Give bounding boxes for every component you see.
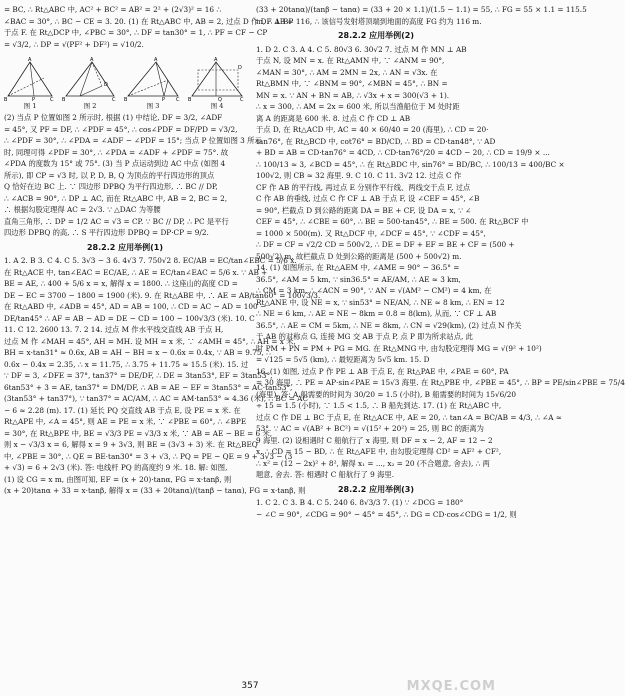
- text-line: MN = x. ∵ AN + BN = AB, ∴ √3x + x = 300(√3 + 1).: [256, 90, 450, 100]
- text-line: 53°. ∵ AC = √(AB² + BC²) = √(15² + 20²) = 25, 则 BC 的距离为: [256, 424, 484, 433]
- svg-text:B: B: [188, 97, 192, 103]
- text-line: (2) 当点 P 位置如图 2 所示时, 根据 (1) 中结论, DF = 3/2, ∠ADF: [4, 113, 223, 122]
- text-line: Rt△APE 中, ∠A = 45°, 则 AE = PE = x 米, ∵ ∠PBE = 60°, ∴ ∠BPE: [4, 417, 247, 426]
- text-line: ∴ ∠PDF = 30°, ∴ ∠PDA = ∠ADF − ∠PDF = 15°; 当点 P 位置如图 3 所示: [4, 136, 262, 145]
- text-line: 过点 C 作 DE ⊥ BC 于点 E, 在 Rt△ACE 中, AE = 20, ∴ tan∠A = BC/AB = 4/3, ∴ ∠A ≈: [256, 412, 562, 422]
- right-body: [256, 44, 625, 481]
- text-line: 四边形 DPBQ 的高, ∴ S 平行四边形 DPBQ = DP·CP = 9/2.: [4, 228, 209, 237]
- text-line: ∴ DF = CF = √2/2 CD = 500√2, ∴ DE = DF + EF = BE + CF = (500 +: [256, 240, 515, 249]
- text-line: (x + 20)tanα + 33 = x·tanβ, 解得 x = (33 + 20tanα)/(tanβ − tanα), FG = x·tanβ, 则: [4, 486, 306, 495]
- svg-text:C: C: [50, 97, 54, 103]
- text-line: CF 作 AB 的平行线, 再过点 E 分别作平行线、两线交于点 F, 过点: [256, 182, 471, 192]
- text-line: 11. C 12. 2600 13. 7. 2 14. 过点 M 作水平线交直线 AB 于点 H,: [4, 325, 224, 334]
- svg-text:B: B: [4, 97, 8, 103]
- text-line: CEF = 45°, ∴ ∠CBE = 60°, ∴ BE = 500·tan45°, ∴ BE = 500. 在 Rt△BCF 中: [256, 217, 529, 226]
- figure-row: [4, 52, 246, 110]
- text-line: ÷ 15 = 1.5 (小时), ∵ 1.5 < 1.5, ∴ B 船先到达. 17. (1) 在 Rt△ABC 中,: [256, 401, 502, 410]
- text-line: ∠BAC = 30°, ∴ BC − CE = 3. 20. (1) 在 Rt△ABC 中, AB = 2, 过点 D 作 DF ⊥ BP: [4, 16, 294, 26]
- text-line: ∴ CM = 3 km, ∴ ∠ACN = 90°, ∵ AN = √(AM² − CM²) = 4 km, 在: [256, 286, 492, 295]
- svg-text:Q: Q: [218, 97, 222, 103]
- svg-text:A: A: [90, 57, 94, 63]
- figure-3: [124, 56, 182, 110]
- figure-4-drawing: [188, 56, 246, 102]
- figure-caption: 图 1: [23, 102, 37, 110]
- text-line: 过点 M 作 ∠MAH = 45°, AH = MH. 设 MH = x 米, ∵ ∠AMH = 45°, ∴ AH = x 米,: [4, 336, 296, 346]
- svg-text:A: A: [214, 57, 218, 63]
- left-pre: [4, 4, 294, 50]
- text-line: x, ∴ CD = 15 − BD, ∴ 在 Rt△AFE 中, 由勾股定理得 CD² = AF² + CF²,: [256, 447, 502, 456]
- svg-text:C: C: [112, 97, 116, 103]
- section-heading: 28.2.2 应用举例(1): [86, 242, 163, 252]
- figure-2: [62, 56, 118, 110]
- svg-text:C: C: [176, 97, 180, 103]
- text-line: 6tan53° + 3 = AE, tan37° = DM/DF, ∴ AB = AE − EF = 3tan53° = AC·tan53°,: [4, 382, 293, 392]
- text-line: 则 x − √3/3 x = 6, 解得 x = 9 + 3√3, 则 BE = (3√3 + 3) 米. 在 Rt△BEQ: [4, 440, 258, 449]
- left-mid: [4, 112, 262, 239]
- text-line: 36.5°, ∴ AE = CM = 5km, ∴ NE = 8km, ∴ CN = √29(km), (2) 过点 N 作关: [256, 320, 522, 330]
- text-line: 16. (1) 如图, 过点 P 作 PE ⊥ AB 于点 E, 在 Rt△PAE 中, ∠PAE = 60°, PA: [256, 366, 509, 376]
- text-line: Rt△BMN 中, ∵ ∠BNM = 90°, ∠MBN = 45°, ∴ BN =: [256, 79, 448, 88]
- figure-1: [4, 56, 56, 110]
- text-line: 时, 同理可得 ∠PDF = 30°, ∴ ∠PDA = ∠ADF + ∠PDF = 75°. 故: [4, 147, 229, 157]
- text-line: = 45°, 又 PF = DF, ∴ ∠PDF = 45°, ∴ cos∠PDF = DF/PD = √3/2,: [4, 124, 238, 134]
- text-line: 14. (1) 如图所示, 在 Rt△AEM 中, ∠AME = 90° − 36.5° =: [256, 263, 460, 272]
- text-line: (3tan53° + tan37°), ∵ tan37° = AC/AM, ∴ AC = AM·tan53° ≈ 4.36 (米), ∴ BC = AC: [4, 394, 309, 403]
- left-rest: [4, 255, 321, 497]
- text-line: = 30 海里, ∴ PE = AP·sin∠PAE = 15√3 海里. 在 Rt△PBE 中, ∠PBE = 45°, ∴ BP = PE/sin∠PBE = 75/4: [256, 378, 625, 387]
- text-line: 于点 N, 设 MN = x. 在 Rt△AMN 中, ∵ ∠ANM = 90°,: [256, 56, 445, 65]
- figure-2-drawing: [62, 56, 118, 102]
- text-line: 1. C 2. C 3. B 4. C 5. 240 6. 8√3/3 7. (1) ∵ ∠DCG = 180°: [256, 498, 464, 507]
- text-line: 1. A 2. B 3. C 4. C 5. 3√3 − 3 6. 4√3 7. 750√2 8. EC/AB = EC/tan∠EBC = 5/6 x.: [4, 256, 297, 265]
- right-column: [256, 4, 625, 520]
- text-line: DE/tan45° ∴ AF = AB − AD = DE − CD = 100 − 100√3/3 (米). 10. C: [4, 313, 255, 323]
- text-line: (1) 设 CG = x m, 由图可知, EF = (x + 20)·tanα, FG = x·tanβ, 则: [4, 474, 232, 484]
- text-line: ∴ x² = (12 − 2x)² + 8², 解得 x₁ = ..., x₂ = 20 (不合题意, 舍去), ∴ 两: [256, 458, 490, 468]
- text-line: 时 PM + PN = PM + PG = MG. 在 Rt△MNG 中, 由勾股定理得 MG = √(9² + 10²): [256, 343, 542, 353]
- text-line: 9 海里. (2) 设相遇时 C 船航行了 x 海里, 则 DF = x − 2, AF = 12 − 2: [256, 435, 493, 445]
- svg-text:D: D: [104, 82, 108, 88]
- figure-1-drawing: [4, 56, 56, 102]
- text-line: 中, ∠PBE = 30°, ∴ QE = BE·tan30° = 3 + √3, ∴ PQ = PE − QE = 9 + 3√3 − (3: [4, 451, 293, 461]
- text-line: C 作 AB 的垂线, 过点 C 作 CF ⊥ AB 于点 F, 设 ∠CEF = 45°, ∠B: [256, 194, 480, 203]
- text-line: ∴ x = 300, ∴ AM = 2x = 600 米, 所以当渔船位于 M 处时距: [256, 102, 460, 111]
- section-heading: 28.2.2 应用举例(2): [337, 31, 414, 40]
- text-line: ∵ DF = 3, ∠DFE = 37°, tan37° = DE/DF, ∴ DE = 3tan53°, EF = 3tan53°,: [4, 371, 273, 380]
- figure-caption: 图 2: [83, 102, 97, 110]
- watermark: MXQE.COM: [406, 679, 496, 694]
- page-number: 357: [241, 681, 259, 691]
- text-line: 于 AB 的对称点 G, 连接 MG 交 AB 于点 P, 点 P 即为所求站点, 此: [256, 332, 473, 341]
- text-line: 题意, 舍去. 答: 相遇时 C 船航行了 9 海里.: [256, 470, 395, 479]
- figure-4: [188, 56, 246, 110]
- section-heading: 28.2.2 应用举例(3): [337, 484, 414, 494]
- svg-text:D: D: [238, 65, 242, 71]
- text-line: ∴ ∠ACB = 90°, ∴ DP ⊥ AC, 而在 Rt△ABC 中, AB = 2, BC = 2,: [4, 193, 228, 203]
- text-line: DE − EC = 3700 − 1800 = 1900 (米). 9. 在 Rt△ABE 中, ∴ AE = AB/tan60° = 100√3/3.: [4, 290, 321, 300]
- text-line: Q 恰好在边 BC 上. ∵ 四边形 DPBQ 为平行四边形, ∴ BC // DP,: [4, 182, 218, 191]
- text-line: 36.5°, ∠AM = 5 km, ∵ sin36.5° = AE/AM, ∴ AE ≈ 3 km,: [256, 274, 461, 284]
- text-line: 500√2) m. 故栏截点 D 处到公路的距离是 (500 + 500√2) m.: [256, 251, 462, 261]
- text-line: = √125 = 5√5 (km), ∴ 最短距离为 5√5 km. 15. D: [256, 355, 430, 364]
- text-line: = √3/2, ∴ DP = √(PF² + DF²) = √10/2.: [4, 39, 144, 49]
- svg-text:P: P: [162, 97, 166, 103]
- text-line: (海里). 答: A 船需要的时间为 30/20 = 1.5 (小时), B 船需要的时间为 15√6/20: [256, 389, 517, 399]
- text-line: ∴ 100/13 ≈ 3, ∠BCD = 45°, ∴ 在 Rt△BDC 中, sin76° = BD/BC, ∴ 100/13 = 400/BC ×: [256, 159, 565, 169]
- text-line: 所示), 即 CP = √3 时, 以 P, D, B, Q 为顶点的平行四边形的顶点: [4, 170, 215, 180]
- text-line: = 90°, 栏截点 D 到公路的距离 DA = BE + CF, 设 DA = x, ∵ ∠: [256, 205, 472, 215]
- text-line: 100√2, 则 CB ≈ 32 海里. 9. C 10. C 11. 3√2 12. 过点 C 作: [256, 171, 462, 180]
- text-line: = 1000 × 500(m). 又 Rt△DCF 中, ∠DCF = 45°, ∵ ∠CDF = 45°,: [256, 228, 486, 238]
- figure-3-drawing: [124, 56, 182, 102]
- text-line: ∠PDA 的度数为 15° 或 75°. (3) 当 P 点运动到边 AC 中点 (如图 4: [4, 159, 226, 168]
- text-line: 0.6x − 0.4x = 2.35, ∴ x = 11.75, ∴ 3.75 + 11.75 ≈ 15.5 (米). 15. 过: [4, 359, 249, 369]
- text-line: 直角三角形, ∴ DP = 1/2 AC = √3 = CP. ∵ BC // DP, ∴ PC 是平行: [4, 216, 229, 226]
- svg-text:B: B: [62, 97, 66, 103]
- figure-caption: 图 3: [146, 102, 160, 110]
- text-line: 在 Rt△ACE 中, tan∠EAC = EC/AE, ∴ AE = EC/tan∠EAC = 5/6 x. ∵ AB +: [4, 267, 268, 277]
- text-line: 离 A 的距离是 600 米. 8. 过点 C 作 CD ⊥ AB: [256, 113, 411, 123]
- svg-text:B: B: [124, 97, 128, 103]
- text-line: 1. D 2. C 3. A 4. C 5. 80√3 6. 30√2 7. 过点 M 作 MN ⊥ AB: [256, 44, 467, 54]
- text-line: Rt△ANE 中, 设 NE = x, ∵ sin53° = NE/AN, ∴ NE ≈ 8 km, ∴ EN = 12: [256, 297, 505, 307]
- text-line: ∴ 根据勾股定理得 AC = 2√3. ∵ △DAC 为等腰: [4, 205, 161, 214]
- text-line: 于点 D, 在 Rt△ACD 中, AC = 40 × 60/40 = 20 (海里), ∴ CD = 20·: [256, 125, 489, 134]
- svg-text:C: C: [240, 97, 244, 103]
- text-line: m, ∴ AB ≈ 116, ∴ 该信号发射塔顶端到地面的高度 FG 约为 116 m.: [256, 16, 482, 26]
- text-line: BH = x·tan31° ≈ 0.6x, AB = AH − BH = x − 0.6x = 0.4x, ∵ AB = 9.75, ∴: [4, 348, 271, 357]
- text-line: − 6 ≈ 2.28 (m). 17. (1) 延长 PQ 交直线 AB 于点 E, 设 PE = x 米. 在: [4, 405, 241, 415]
- text-line: 于点 F. 在 Rt△DCP 中, ∠PBC = 30°, ∴ DF = tan30° = 1, ∴ PF = CF − CP: [4, 28, 268, 37]
- figure-caption: 图 4: [210, 102, 224, 110]
- text-line: BE = AE, ∴ 400 + 5/6 x = x, 解得 x = 1800. ∴ 这座山的高度 CD =: [4, 279, 238, 288]
- text-line: = 30°, 在 Rt△BPE 中, BE = √3/3 PE = √3/3 x 米, ∵ AB = AE − BE = 6 米,: [4, 428, 273, 438]
- svg-text:P: P: [32, 97, 36, 103]
- text-line: ∠MAN = 30°, ∴ AM = 2MN = 2x, ∴ AN = √3x. 在: [256, 67, 438, 77]
- text-line: = BC, ∴ Rt△ABC 中, AC² + BC² = AB² = 2² + (2√3)² = 16 ∴: [4, 5, 221, 14]
- text-line: ∴ NE = 6 km, ∴ AE = NE − 8km = 0.8 = 8(km), 从而, ∵ CF ⊥ AB: [256, 309, 497, 318]
- svg-text:A: A: [154, 57, 158, 63]
- left-column: [4, 4, 321, 497]
- text-line: (33 + 20tanα)/(tanβ − tanα) = (33 + 20 × 1.1)/(1.5 − 1.1) = 55, ∴ FG = 55 × 1.1 = 115.5: [256, 5, 587, 14]
- text-line: − ∠C = 90°, ∠CDG = 90° − 45° = 45°, ∴ DG = CD·cos∠CDG = 1/2, 则: [256, 509, 517, 519]
- text-line: + BD = AB = CD·tan76° = 4CD, ∴ CD·tan76°/20 = 4CD − 20, ∴ CD = 19/9 × ...: [256, 148, 550, 157]
- svg-text:A: A: [28, 57, 32, 63]
- text-line: tan76°, 在 Rt△BCD 中, cot76° = BD/CD, ∴ BD = CD·tan48°, ∵ AD: [256, 136, 496, 146]
- text-line: + √3) = 6 + 2√3 (米). 答: 电线杆 PQ 的高度约 9 米. 18. 解: 如图,: [4, 463, 228, 472]
- text-line: 在 Rt△ABD 中, ∠ADB = 45°, AD = AB = 100, ∴ CD = AC − AD = 100 −: [4, 302, 267, 311]
